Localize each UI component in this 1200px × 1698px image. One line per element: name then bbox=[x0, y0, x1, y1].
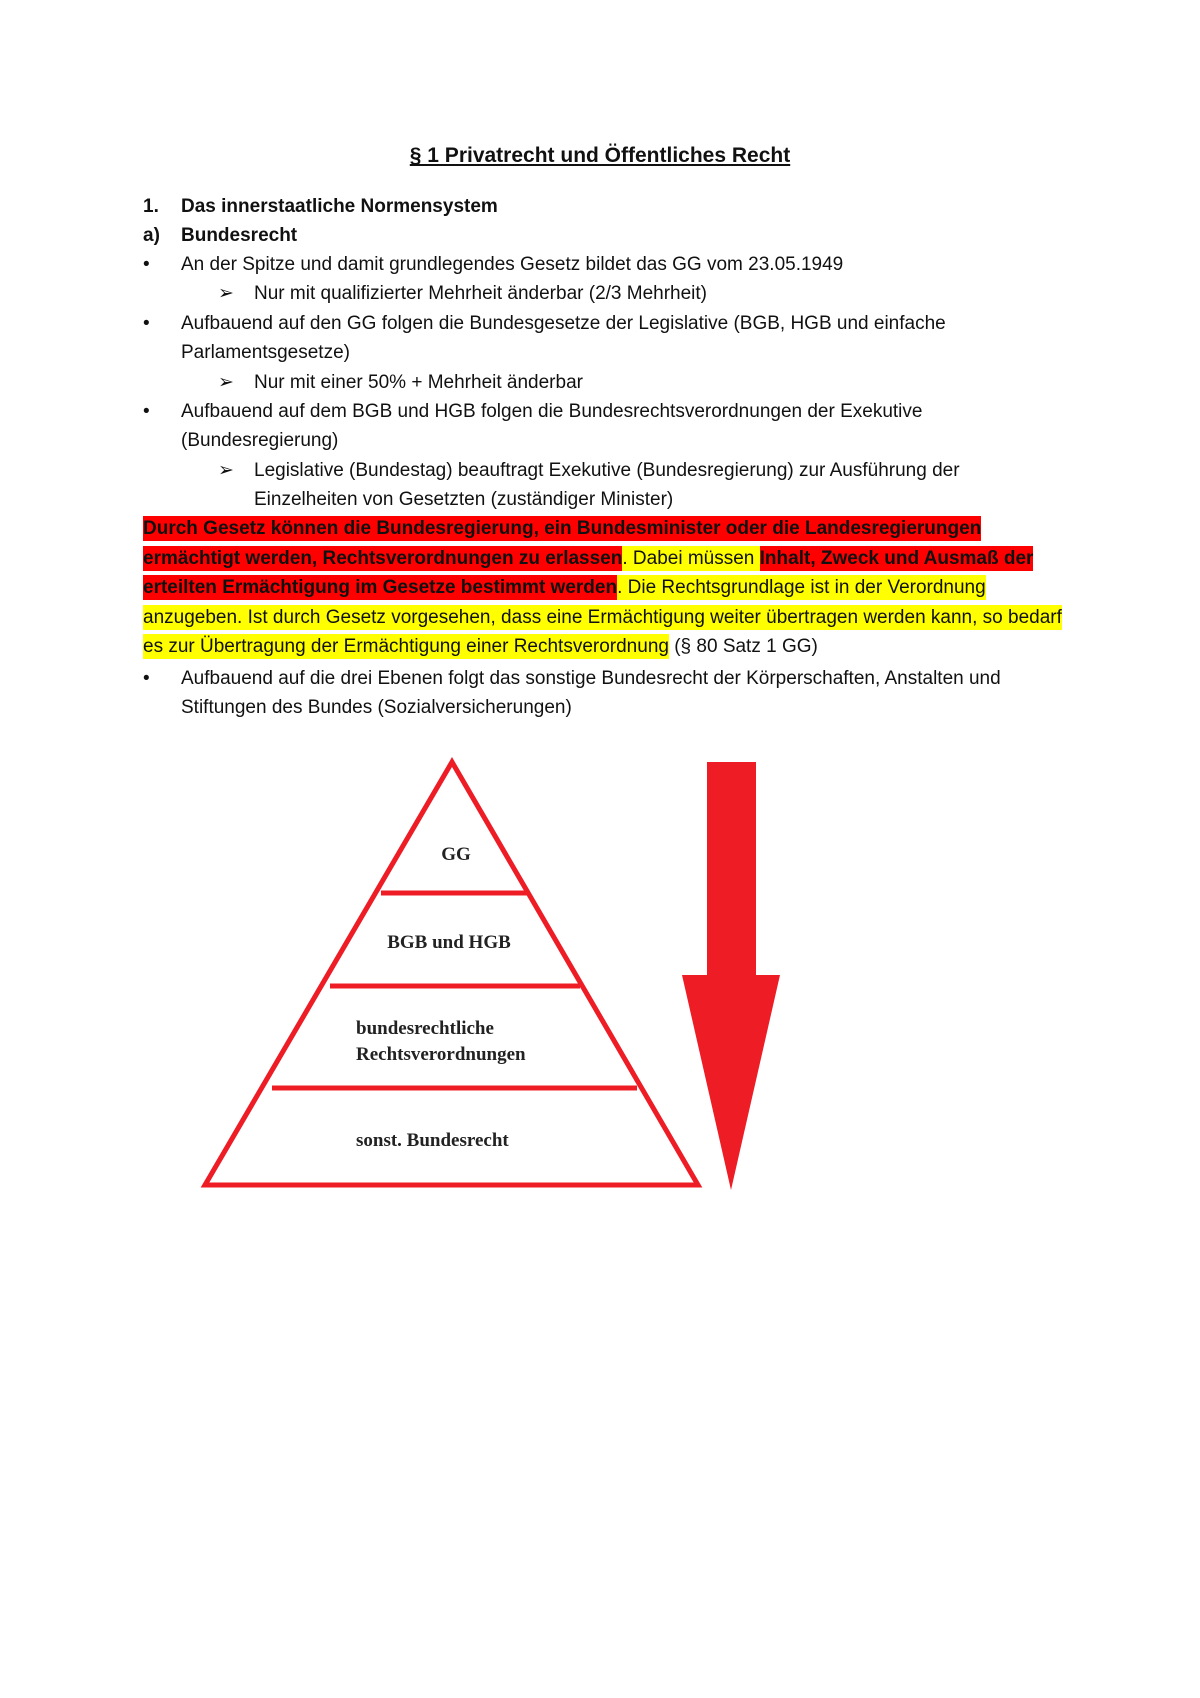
bullet-text: An der Spitze und damit grundlegendes Gesetz bildet das GG vom 23.05.1949 bbox=[181, 254, 844, 275]
pyramid-level-verordnungen: Rechtsverordnungen bbox=[356, 1044, 526, 1065]
bullet-text-continued: Stiftungen des Bundes (Sozialversicherungen) bbox=[181, 697, 572, 718]
citation: (§ 80 Satz 1 GG) bbox=[668, 636, 818, 658]
red-highlight: Inhalt, Zweck und Ausmaß der erteilten Ermächtigung im Gesetze bestimmt werden bbox=[143, 547, 1034, 599]
bullet-marker: • bbox=[143, 668, 150, 689]
arrow-marker: ➢ bbox=[218, 372, 234, 393]
bullet-text: Aufbauend auf den GG folgen die Bundesgesetze der Legislative (BGB, HGB und einfache bbox=[181, 313, 946, 334]
bullet-text-continued: (Bundesregierung) bbox=[181, 430, 339, 451]
sub-bullet-text: Nur mit qualifizierter Mehrheit änderbar (2/3 Mehrheit) bbox=[254, 283, 708, 304]
pyramid-level-sonstiges: sonst. Bundesrecht bbox=[356, 1130, 509, 1151]
sub-bullet-text: Nur mit einer 50% + Mehrheit änderbar bbox=[254, 372, 583, 393]
subsection-letter: a) bbox=[143, 225, 160, 246]
bullet-marker: • bbox=[143, 254, 150, 275]
arrow-marker: ➢ bbox=[218, 460, 234, 481]
arrow-marker: ➢ bbox=[218, 283, 234, 304]
bullet-marker: • bbox=[143, 313, 150, 334]
sub-bullet-text-continued: Einzelheiten von Gesetzten (zuständiger Minister) bbox=[254, 489, 674, 510]
pyramid bbox=[205, 762, 698, 1185]
pyramid-outline bbox=[205, 762, 698, 1185]
yellow-highlight: . Dabei müssen bbox=[622, 547, 760, 569]
section-number: 1. bbox=[143, 196, 159, 217]
bullet-text: Aufbauend auf die drei Ebenen folgt das sonstige Bundesrecht der Körperschaften, Anstalten und bbox=[181, 668, 1001, 689]
down-arrow-icon bbox=[682, 762, 780, 1190]
sub-bullet-text: Legislative (Bundestag) beauftragt Exekutive (Bundesregierung) zur Ausführung der bbox=[254, 460, 960, 481]
red-highlight: Durch Gesetz können die Bundesregierung, ein Bundesminister oder die Landesregierungen ermächtigt werden, Rechtsverordnungen zu erlassen bbox=[143, 518, 982, 569]
pyramid-level-gg: GG bbox=[441, 844, 471, 865]
bullet-text: Aufbauend auf dem BGB und HGB folgen die Bundesrechtsverordnungen der Exekutive bbox=[181, 401, 923, 422]
yellow-highlight: . Die Rechtsgrundlage ist in der Verordnung anzugeben. Ist durch Gesetz vorgesehen, dass eine Ermächtigung weiter übertragen werden kann, so bedarf es zur Übertragung der Ermächtigung einer Rechtsverordnung bbox=[143, 577, 1062, 658]
bullet-text-continued: Parlamentsgesetze) bbox=[181, 342, 350, 363]
bullet-marker: • bbox=[143, 401, 150, 422]
page-title: § 1 Privatrecht und Öffentliches Recht bbox=[409, 144, 791, 167]
pyramid-level-bgb-hgb: BGB und HGB bbox=[387, 932, 511, 953]
subsection-heading: Bundesrecht bbox=[181, 225, 298, 246]
pyramid-level-verordnungen: bundesrechtliche bbox=[356, 1018, 494, 1039]
section-heading: Das innerstaatliche Normensystem bbox=[181, 196, 498, 217]
